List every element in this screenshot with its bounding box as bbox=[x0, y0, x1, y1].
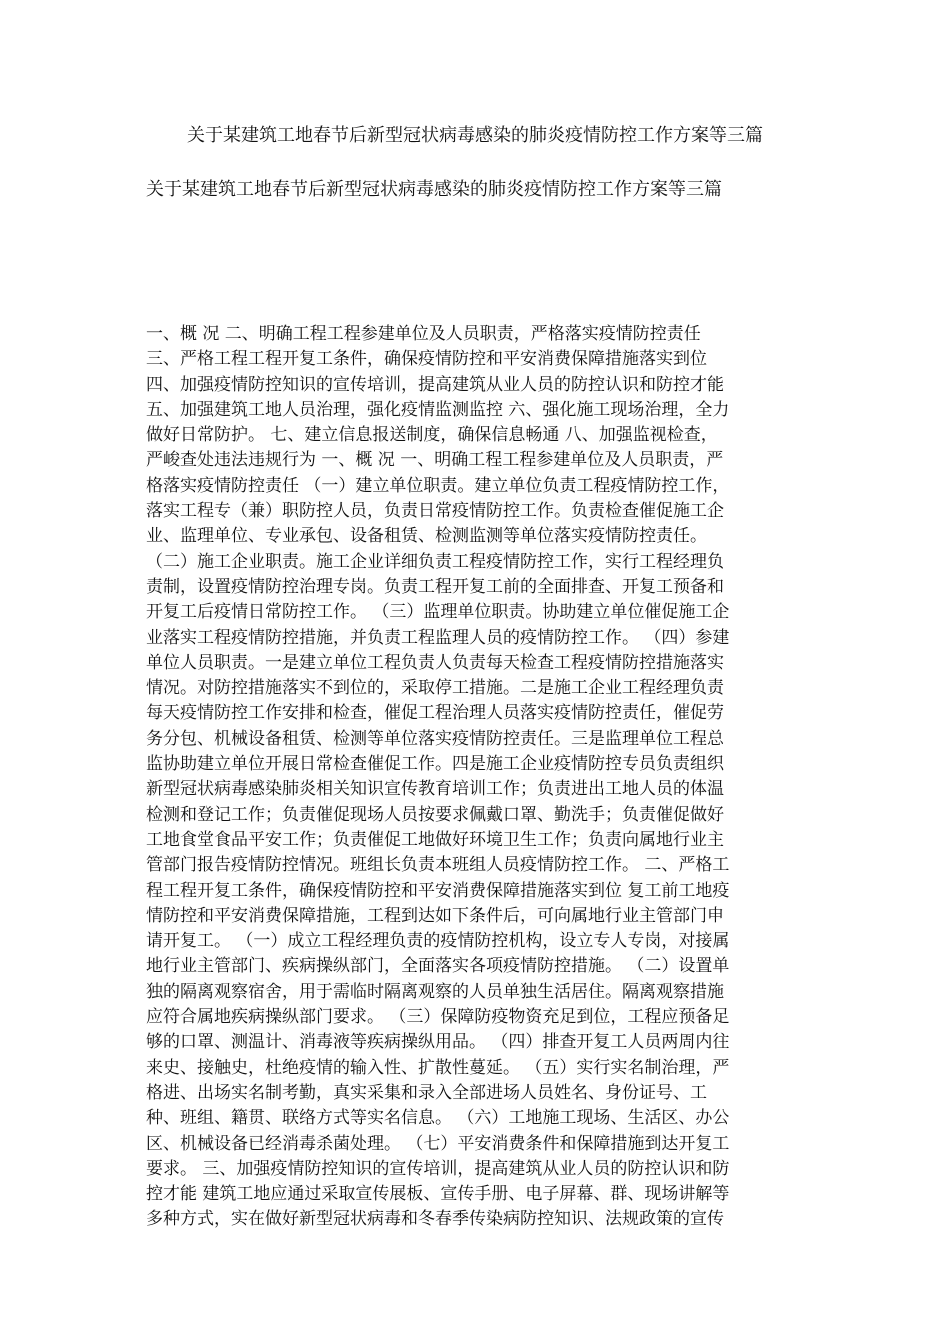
body-text-line: （二）施工企业职责。施工企业详细负责工程疫情防控工作，实行工程经理负 bbox=[146, 551, 724, 572]
body-text-line: 应符合属地疾病操纵部门要求。 （三）保障防疫物资充足到位，工程应预备足 bbox=[146, 1007, 730, 1028]
body-text-line: 多种方式，实在做好新型冠状病毒和冬春季传染病防控知识、法规政策的宣传 bbox=[146, 1209, 724, 1230]
body-text-line: 一、概 况 二、明确工程工程参建单位及人员职责，严格落实疫情防控责任 bbox=[146, 324, 701, 344]
body-text-line: 务分包、机械设备租赁、检测等单位落实疫情防控责任。三是监理单位工程总 bbox=[146, 728, 724, 749]
body-text-line: 格进、出场实名制考勤，真实采集和录入全部进场人员姓名、身份证号、工 bbox=[146, 1082, 707, 1103]
body-text-line: 检测和登记工作；负责催促现场人员按要求佩戴口罩、勤洗手；负责催促做好 bbox=[146, 804, 724, 825]
body-text-line: 地行业主管部门、疾病操纵部门，全面落实各项疫情防控措施。 （二）设置单 bbox=[146, 956, 730, 977]
body-text-line: 责制，设置疫情防控治理专岗。负责工程开复工前的全面排查、开复工预备和 bbox=[146, 576, 724, 597]
document-subtitle: 关于某建筑工地春节后新型冠状病毒感染的肺炎疫情防控工作方案等三篇 bbox=[146, 179, 722, 200]
document-title: 关于某建筑工地春节后新型冠状病毒感染的肺炎疫情防控工作方案等三篇 bbox=[187, 125, 763, 146]
body-text-line: 业落实工程疫情防控措施，并负责工程监理人员的疫情防控工作。 （四）参建 bbox=[146, 627, 730, 648]
body-text-line: 来史、接触史，杜绝疫情的输入性、扩散性蔓延。 （五）实行实名制治理，严 bbox=[146, 1057, 730, 1078]
body-text-line: 工地食堂食品平安工作；负责催促工地做好环境卫生工作；负责向属地行业主 bbox=[146, 829, 724, 850]
body-text-line: 情防控和平安消费保障措施，工程到达如下条件后，可向属地行业主管部门申 bbox=[146, 905, 724, 926]
body-text-line: 要求。 三、加强疫情防控知识的宣传培训，提高建筑从业人员的防控认识和防 bbox=[146, 1158, 730, 1179]
document-body bbox=[146, 322, 810, 1233]
body-text-line: 业、监理单位、专业承包、设备租赁、检测监测等单位落实疫情防控责任。 bbox=[146, 526, 707, 547]
body-text-line: 五、加强建筑工地人员治理，强化疫情监测监控 六、强化施工现场治理，全力 bbox=[146, 399, 730, 420]
body-text-line: 三、严格工程工程开复工条件，确保疫情防控和平安消费保障措施落实到位 bbox=[146, 349, 707, 370]
body-text-line: 新型冠状病毒感染肺炎相关知识宣传教育培训工作；负责进出工地人员的体温 bbox=[146, 779, 724, 800]
body-text-line: 管部门报告疫情防控情况。班组长负责本班组人员疫情防控工作。 二、严格工 bbox=[146, 855, 730, 876]
body-text-line: 落实工程专（兼）职防控人员，负责日常疫情防控工作。负责检查催促施工企 bbox=[146, 501, 724, 522]
body-text-line: 请开复工。 （一）成立工程经理负责的疫情防控机构，设立专人专岗，对接属 bbox=[146, 931, 730, 952]
body-text-line: 每天疫情防控工作安排和检查，催促工程治理人员落实疫情防控责任，催促劳 bbox=[146, 703, 724, 724]
body-text-line: 情况。对防控措施落实不到位的，采取停工措施。二是施工企业工程经理负责 bbox=[146, 678, 724, 699]
body-text-line: 监协助建立单位开展日常检查催促工作。四是施工企业疫情防控专员负责组织 bbox=[146, 754, 724, 775]
body-text-line: 开复工后疫情日常防控工作。 （三）监理单位职责。协助建立单位催促施工企 bbox=[146, 602, 730, 623]
body-text-line: 做好日常防护。 七、建立信息报送制度，确保信息畅通 八、加强监视检查， bbox=[146, 425, 718, 446]
body-text-line: 单位人员职责。一是建立单位工程负责人负责每天检查工程疫情防控措施落实 bbox=[146, 652, 724, 673]
body-text-line: 控才能 建筑工地应通过采取宣传展板、宣传手册、电子屏幕、群、现场讲解等 bbox=[146, 1184, 730, 1205]
body-text-line: 够的口罩、测温计、消毒液等疾病操纵用品。 （四）排查开复工人员两周内往 bbox=[146, 1032, 730, 1053]
body-text-line: 严峻查处违法违规行为 一、概 况 一、明确工程工程参建单位及人员职责，严 bbox=[146, 450, 724, 471]
body-text-line: 格落实疫情防控责任 （一）建立单位职责。建立单位负责工程疫情防控工作， bbox=[146, 475, 730, 496]
body-text-line: 区、机械设备已经消毒杀菌处理。 （七）平安消费条件和保障措施到达开复工 bbox=[146, 1133, 730, 1154]
body-text-line: 种、班组、籍贯、联络方式等实名信息。 （六）工地施工现场、生活区、办公 bbox=[146, 1108, 730, 1129]
body-text-line: 程工程开复工条件，确保疫情防控和平安消费保障措施落实到位 复工前工地疫 bbox=[146, 880, 730, 901]
body-text-line: 独的隔离观察宿舍，用于需临时隔离观察的人员单独生活居住。隔离观察措施 bbox=[146, 981, 724, 1002]
body-text-line: 四、加强疫情防控知识的宣传培训，提高建筑从业人员的防控认识和防控才能 bbox=[146, 374, 724, 395]
